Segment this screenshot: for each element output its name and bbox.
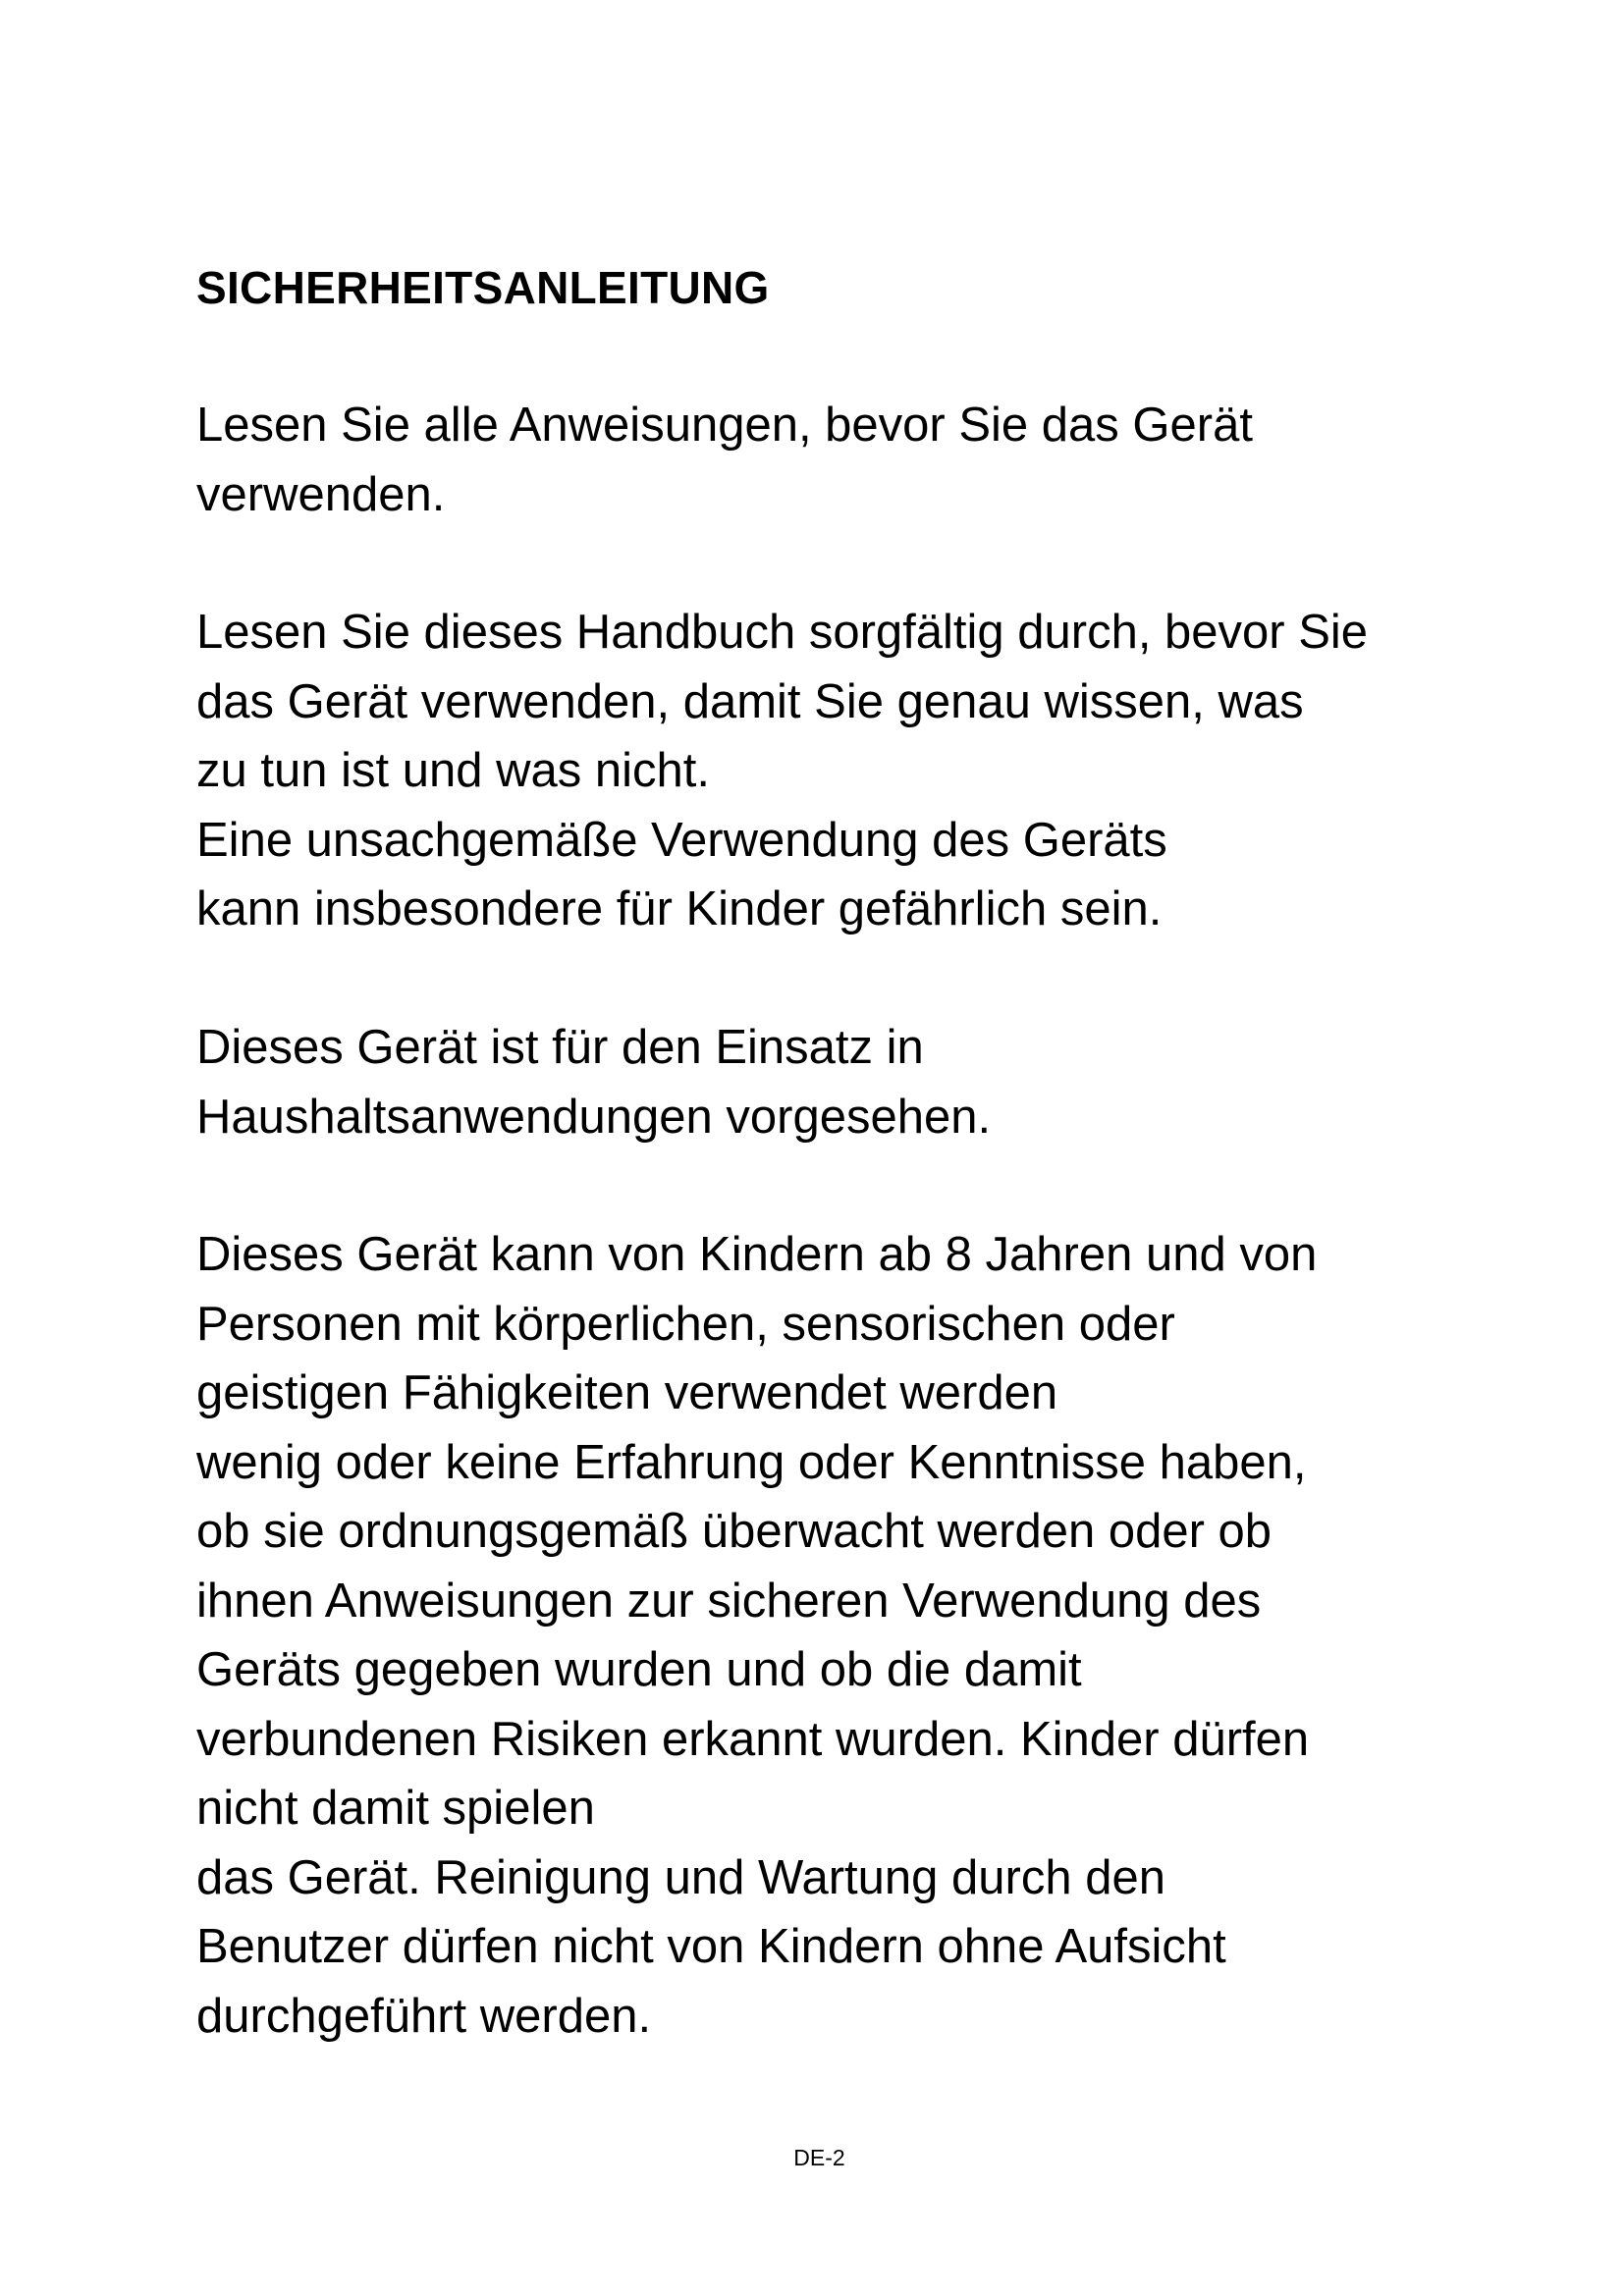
paragraph-read-manual (196, 598, 1571, 944)
paragraph-line: nicht damit spielen (196, 1782, 595, 1835)
paragraph-line: durchgeführt werden. (196, 1989, 652, 2043)
paragraph-line: kann insbesondere für Kinder gefährlich sein. (196, 882, 1163, 935)
paragraph-children-usage (196, 1220, 1571, 2051)
paragraph-line: Lesen Sie alle Anweisungen, bevor Sie das Gerät (196, 399, 1253, 452)
paragraph-line: verwenden. (196, 467, 446, 521)
paragraph-line: verbundenen Risiken erkannt wurden. Kinder dürfen (196, 1712, 1310, 1766)
paragraph-line: Dieses Gerät kann von Kindern ab 8 Jahren und von (196, 1228, 1318, 1281)
paragraph-read-instructions (196, 391, 1571, 529)
paragraph-line: geistigen Fähigkeiten verwendet werden (196, 1366, 1058, 1419)
paragraph-line: Benutzer dürfen nicht von Kindern ohne Aufsicht (196, 1920, 1226, 1973)
paragraph-line: wenig oder keine Erfahrung oder Kenntnisse haben, (196, 1435, 1307, 1489)
document-title: SICHERHEITSANLEITUNG (196, 262, 770, 313)
paragraph-line: zu tun ist und was nicht. (196, 744, 710, 797)
paragraph-line: Haushaltsanwendungen vorgesehen. (196, 1090, 992, 1144)
paragraph-line: das Gerät verwenden, damit Sie genau wissen, was (196, 674, 1304, 728)
paragraph-line: ob sie ordnungsgemäß überwacht werden oder ob (196, 1505, 1272, 1558)
paragraph-household-use (196, 1013, 1571, 1151)
paragraph-line: das Gerät. Reinigung und Wartung durch den (196, 1850, 1165, 1904)
paragraph-line: ihnen Anweisungen zur sicheren Verwendung des (196, 1574, 1262, 1628)
page-number: DE-2 (793, 2145, 845, 2170)
paragraph-line: Lesen Sie dieses Handbuch sorgfältig durch, bevor Sie (196, 606, 1369, 659)
paragraph-line: Personen mit körperlichen, sensorischen oder (196, 1297, 1175, 1351)
paragraph-line: Dieses Gerät ist für den Einsatz in (196, 1021, 924, 1074)
paragraph-line: Geräts gegeben wurden und ob die damit (196, 1643, 1082, 1696)
paragraph-line: Eine unsachgemäße Verwendung des Geräts (196, 813, 1167, 867)
